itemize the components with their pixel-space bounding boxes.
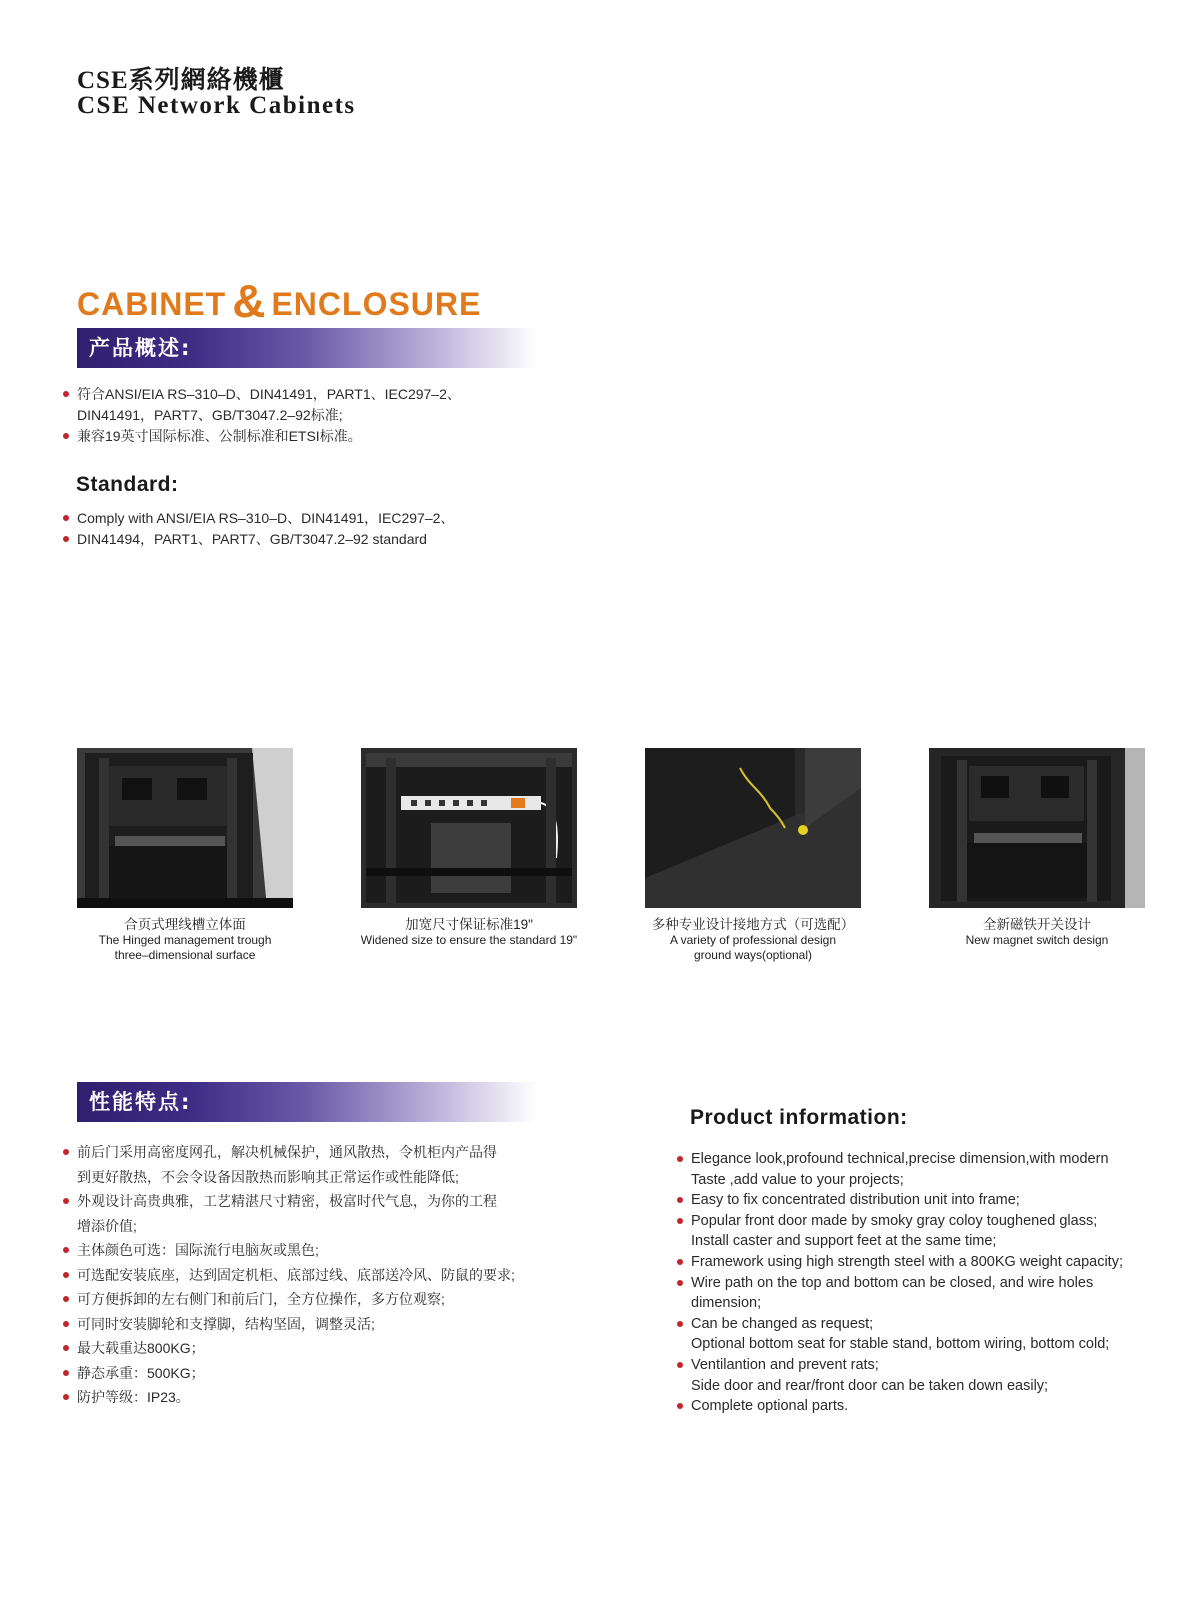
list-item-line: Wire path on the top and bottom can be closed, and wire holes: [691, 1274, 1094, 1291]
list-item: [63, 1287, 623, 1312]
bullet-dot-icon: [63, 1247, 69, 1253]
bullet-dot-icon: [63, 1272, 69, 1278]
caption-cn: 多种专业设计接地方式（可选配）: [651, 917, 855, 932]
list-item: [63, 384, 583, 426]
list-item: [63, 1140, 623, 1189]
list-item: [63, 1336, 623, 1361]
list-item-line: Framework using high strength steel with a 800KG weight capacity;: [691, 1253, 1123, 1270]
bullet-dot-icon: [63, 536, 69, 542]
photo-caption-3: [623, 916, 883, 963]
list-item: [63, 1263, 623, 1288]
caption-en-line: three–dimensional surface: [114, 948, 256, 962]
photo-caption-1: [55, 916, 315, 963]
bullet-dot-icon: [677, 1156, 683, 1162]
list-item-line: 防护等级：IP23。: [77, 1389, 190, 1405]
cabinet-photo-2-icon: [361, 748, 577, 908]
caption-en-line: New magnet switch design: [965, 933, 1109, 947]
list-item: [63, 529, 583, 550]
list-item-line: DIN41491，PART7、GB/T3047.2–92标准;: [77, 407, 343, 423]
cabinet-photo-1-icon: [77, 748, 293, 908]
photo-widened-size: [361, 748, 577, 908]
bullet-dot-icon: [63, 1198, 69, 1204]
list-item: [63, 1312, 623, 1337]
brand-word-cabinet: CABINET: [77, 286, 227, 322]
features-heading: 性能特点:: [89, 1090, 192, 1114]
list-item-line: 最大载重达800KG；: [77, 1340, 205, 1356]
bullet-dot-icon: [63, 1345, 69, 1351]
list-item: [677, 1149, 1187, 1190]
page-title-cn: CSE系列網絡機櫃: [77, 67, 285, 94]
list-item: [63, 508, 583, 529]
overview-heading: 产品概述:: [89, 336, 192, 360]
list-item-line: 主体颜色可选：国际流行电脑灰或黑色;: [77, 1242, 319, 1258]
bullet-dot-icon: [677, 1362, 683, 1368]
list-item: [677, 1355, 1187, 1396]
list-item-line: 可同时安装脚轮和支撑脚，结构坚固，调整灵活;: [77, 1315, 375, 1332]
brand-word-enclosure: ENCLOSURE: [271, 286, 482, 322]
list-item-line: 到更好散热，不会令设备因散热而影响其正常运作或性能降低;: [77, 1168, 459, 1185]
caption-en-line: Widened size to ensure the standard 19": [360, 933, 578, 947]
list-item-line: 可选配安装底座，达到固定机柜、底部过线、底部送冷风、防鼠的要求;: [77, 1266, 515, 1283]
overview-list: [63, 384, 583, 447]
list-item-line: Install caster and support feet at the same time;: [691, 1233, 997, 1250]
list-item-line: Elegance look,profound technical,precise dimension,with modern: [691, 1151, 1109, 1167]
caption-cn: 合页式理线槽立体面: [124, 917, 246, 932]
list-item: [63, 1361, 623, 1386]
cabinet-photo-4-icon: [929, 748, 1145, 908]
brand-ampersand: &: [232, 275, 266, 327]
list-item-line: Comply with ANSI/EIA RS–310–D、DIN41491，IEC297–2、: [77, 510, 455, 526]
photo-caption-2: [339, 916, 599, 948]
bullet-dot-icon: [677, 1280, 683, 1286]
photo-caption-4: [907, 916, 1167, 948]
list-item-line: Complete optional parts.: [691, 1398, 849, 1415]
list-item: [63, 426, 583, 447]
cabinet-photo-3-icon: [645, 748, 861, 908]
bullet-dot-icon: [677, 1259, 683, 1265]
list-item-line: 增添价值;: [77, 1217, 137, 1234]
list-item-line: Easy to fix concentrated distribution unit into frame;: [691, 1192, 1020, 1209]
bullet-dot-icon: [63, 1296, 69, 1302]
list-item-line: dimension;: [691, 1295, 762, 1312]
bullet-dot-icon: [677, 1321, 683, 1327]
caption-en-line: ground ways(optional): [693, 948, 813, 962]
standard-list: [63, 508, 583, 550]
caption-cn: 全新磁铁开关设计: [983, 917, 1091, 932]
bullet-dot-icon: [63, 1370, 69, 1376]
list-item-line: Can be changed as request;: [691, 1315, 874, 1332]
list-item: [677, 1314, 1187, 1355]
list-item: [63, 1385, 623, 1410]
list-item-line: Optional bottom seat for stable stand, bottom wiring, bottom cold;: [691, 1336, 1110, 1353]
bullet-dot-icon: [677, 1218, 683, 1224]
bullet-dot-icon: [63, 391, 69, 397]
bullet-dot-icon: [63, 433, 69, 439]
features-heading-band: [77, 1082, 537, 1122]
list-item-line: 前后门采用高密度网孔，解决机械保护，通风散热，令机柜内产品得: [77, 1144, 497, 1160]
bullet-dot-icon: [63, 515, 69, 521]
list-item-line: Side door and rear/front door can be taken down easily;: [691, 1377, 1049, 1394]
standard-heading: Standard:: [76, 473, 179, 496]
photo-hinged-trough: [77, 748, 293, 908]
list-item: [677, 1211, 1187, 1252]
bullet-dot-icon: [677, 1403, 683, 1409]
list-item-line: Popular front door made by smoky gray coloy toughened glass;: [691, 1212, 1098, 1229]
product-info-heading: Product information:: [690, 1106, 908, 1129]
product-info-list: [677, 1149, 1187, 1417]
list-item-line: Taste ,add value to your projects;: [691, 1171, 904, 1188]
list-item-line: Ventilantion and prevent rats;: [691, 1356, 879, 1373]
list-item: [677, 1190, 1187, 1211]
caption-en-line: A variety of professional design: [669, 933, 837, 947]
list-item-line: 静态承重：500KG；: [77, 1364, 205, 1381]
overview-heading-band: [77, 328, 537, 368]
bullet-dot-icon: [677, 1197, 683, 1203]
bullet-dot-icon: [63, 1394, 69, 1400]
list-item-line: DIN41494，PART1、PART7、GB/T3047.2–92 standard: [77, 531, 427, 547]
list-item-line: 符合ANSI/EIA RS–310–D、DIN41491，PART1、IEC297–2、: [77, 386, 461, 402]
bullet-dot-icon: [63, 1149, 69, 1155]
list-item-line: 兼容19英寸国际标准、公制标准和ETSI标准。: [77, 428, 362, 444]
bullet-dot-icon: [63, 1321, 69, 1327]
brand-heading: [77, 272, 481, 326]
photo-grounding: [645, 748, 861, 908]
caption-en-line: The Hinged management trough: [98, 933, 272, 947]
list-item: [677, 1396, 1187, 1417]
list-item: [63, 1189, 623, 1238]
list-item: [63, 1238, 623, 1263]
page-title-en: CSE Network Cabinets: [77, 92, 356, 119]
photo-magnet-switch: [929, 748, 1145, 908]
features-list: [63, 1140, 623, 1410]
list-item-line: 可方便拆卸的左右侧门和前后门，全方位操作，多方位观察;: [77, 1291, 445, 1307]
list-item-line: 外观设计高贵典雅，工艺精湛尺寸精密，极富时代气息，为你的工程: [77, 1193, 497, 1209]
list-item: [677, 1252, 1187, 1273]
caption-cn: 加宽尺寸保证标准19": [405, 917, 533, 932]
list-item: [677, 1273, 1187, 1314]
